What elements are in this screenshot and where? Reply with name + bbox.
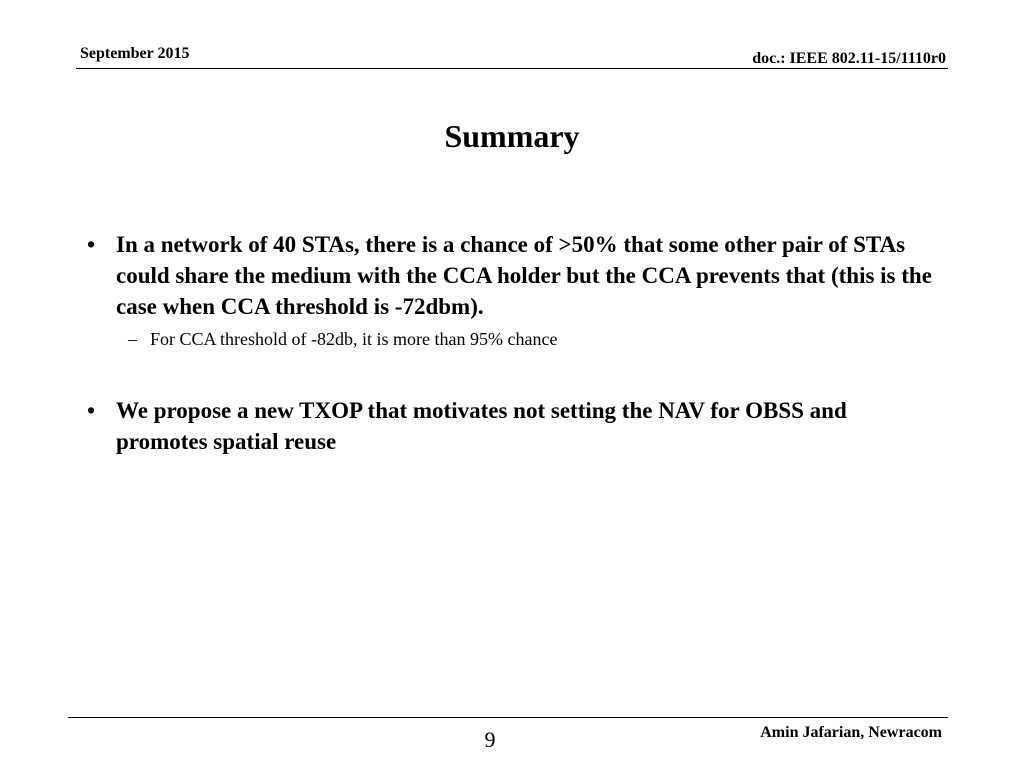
page-number: 9 [484, 727, 496, 752]
footer-divider [68, 717, 948, 718]
footer-author: Amin Jafarian, Newracom [760, 724, 942, 741]
bullet-text: In a network of 40 STAs, there is a chance of >50% that some other pair of STAs could share the medium with the CCA holder but the CCA prevents that (this is the case when CCA threshold is -72dbm). [116, 232, 932, 319]
header-divider [76, 68, 948, 69]
header-doc-id: doc.: IEEE 802.11-15/1110r0 [752, 50, 946, 67]
bullet-marker: • [87, 232, 96, 257]
bullet-marker: • [87, 398, 96, 423]
bullet-item [87, 395, 937, 457]
sub-bullet-item [128, 327, 928, 351]
sub-bullet-text: For CCA threshold of -82db, it is more than 95% chance [150, 329, 558, 349]
bullet-item [87, 229, 937, 322]
sub-bullet-marker: – [128, 329, 137, 349]
header-date: September 2015 [80, 45, 190, 62]
bullet-text: We propose a new TXOP that motivates not setting the NAV for OBSS and promotes spatial reuse [116, 398, 847, 454]
slide-title: Summary [444, 118, 580, 154]
